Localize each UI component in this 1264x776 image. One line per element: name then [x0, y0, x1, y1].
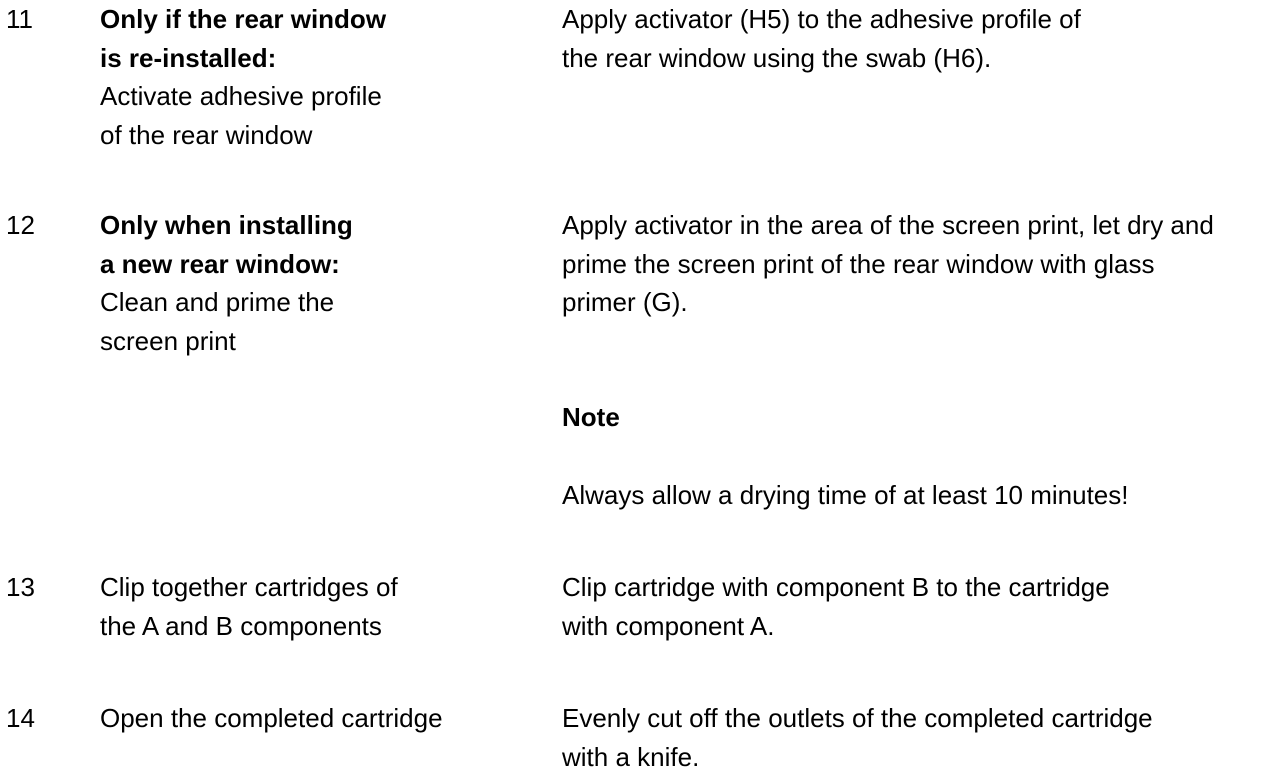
instruction-line: the rear window using the swab (H6). [562, 42, 992, 73]
step-text-line: the A and B components [100, 610, 382, 641]
step-instruction [562, 0, 1262, 77]
note-title: Note [562, 402, 620, 432]
step-number: 11 [6, 4, 33, 34]
step-heading-line: Only when installing [100, 210, 353, 240]
step-description [100, 206, 540, 360]
instruction-line: Clip cartridge with component B to the cartridge [562, 572, 1110, 602]
step-description [100, 568, 540, 645]
step-heading-line: a new rear window: [100, 248, 340, 279]
instruction-line: primer (G). [562, 287, 688, 317]
step-text-line: Open the completed cartridge [100, 703, 443, 733]
step-description [100, 699, 540, 738]
step-instruction [562, 699, 1262, 776]
step-text-line: screen print [100, 325, 236, 356]
step-text-line: of the rear window [100, 119, 313, 150]
step-text-line: Activate adhesive profile [100, 81, 382, 111]
step-text-line: Clean and prime the [100, 287, 335, 317]
step-heading-line: is re-installed: [100, 42, 277, 73]
instruction-line: Apply activator (H5) to the adhesive profile of [562, 4, 1081, 34]
instruction-line: Evenly cut off the outlets of the completed cartridge [562, 703, 1153, 733]
instruction-line: with a knife. [562, 741, 700, 772]
step-number: 14 [6, 703, 35, 733]
step-number: 12 [6, 210, 35, 240]
step-description [100, 0, 540, 154]
step-instruction [562, 206, 1262, 322]
note-text: Always allow a drying time of at least 10 minutes! [562, 480, 1129, 510]
step-text-line: Clip together cartridges of [100, 572, 398, 602]
step-instruction [562, 568, 1262, 645]
step-heading-line: Only if the rear window [100, 4, 387, 34]
instruction-line: with component A. [562, 610, 775, 641]
step-number: 13 [6, 572, 35, 602]
instruction-line: Apply activator in the area of the screen print, let dry and [562, 210, 1214, 240]
instruction-line: prime the screen print of the rear window with glass [562, 248, 1155, 279]
